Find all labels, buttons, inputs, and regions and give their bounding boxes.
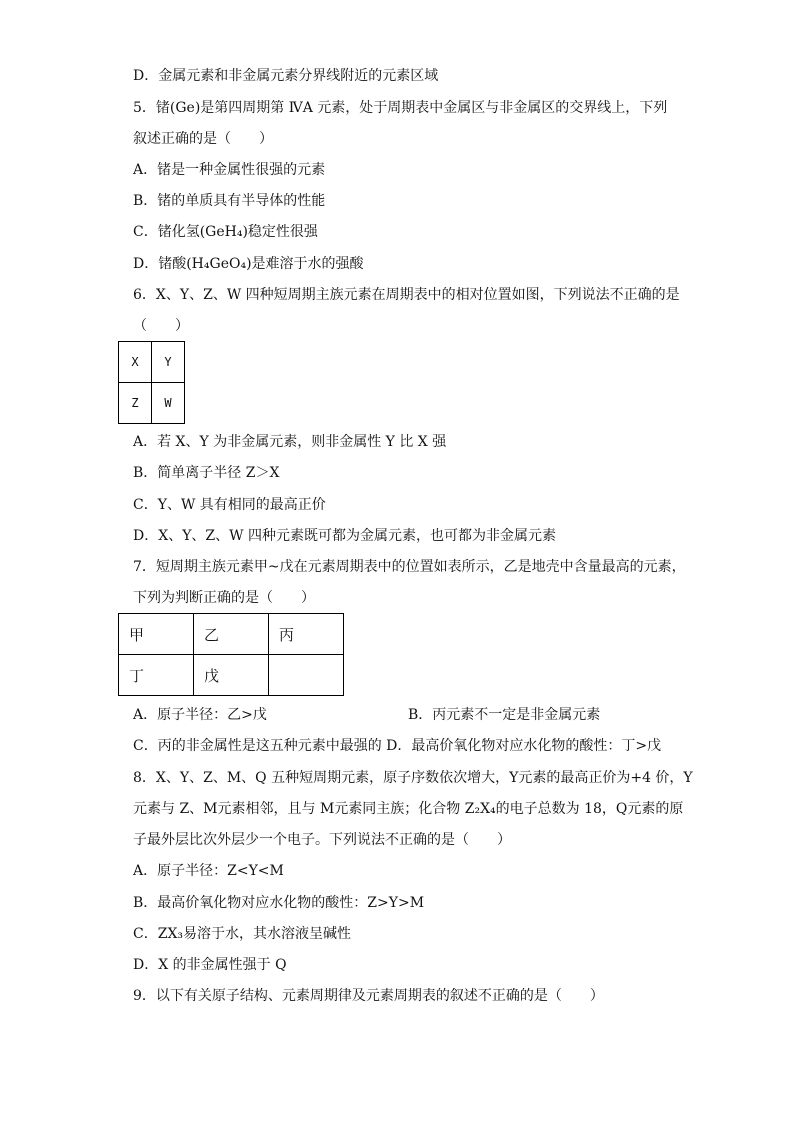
question-7-stem-cont: 下列为判断正确的是（ ）: [133, 590, 315, 606]
q7-cell: 丙: [269, 614, 344, 655]
q6-cell: X: [119, 342, 152, 383]
q5-option-a: A．锗是一种金属性很强的元素: [133, 162, 326, 178]
q6-option-a: A．若 X、Y 为非金属元素，则非金属性 Y 比 X 强: [133, 434, 447, 450]
q7-cell: 乙: [194, 614, 269, 655]
q7-option-b: B．丙元素不一定是非金属元素: [408, 707, 601, 723]
q5-option-b: B．锗的单质具有半导体的性能: [133, 193, 326, 209]
option-5-prev-d: D．金属元素和非金属元素分界线附近的元素区域: [133, 68, 439, 84]
question-5-stem-cont: 叙述正确的是（ ）: [133, 131, 273, 147]
question-6-stem-cont: （ ）: [133, 318, 189, 334]
question-8-stem-cont: 元素与 Z、M元素相邻，且与 M元素同主族；化合物 Z₂X₄的电子总数为 18，Q元素的原: [133, 801, 684, 817]
q8-option-a: A．原子半径：Z<Y<M: [133, 863, 284, 879]
question-7-stem: 7．短周期主族元素甲~戊在元素周期表中的位置如表所示，乙是地壳中含量最高的元素，: [133, 559, 686, 575]
q7-cell: 甲: [119, 614, 194, 655]
q7-option-c-d: C．丙的非金属性是这五种元素中最强的 D．最高价氧化物对应水化物的酸性：丁>戊: [133, 738, 662, 754]
question-6-stem: 6．X、Y、Z、W 四种短周期主族元素在周期表中的相对位置如图，下列说法不正确的是: [133, 287, 680, 303]
q6-option-c: C．Y、W 具有相同的最高正价: [133, 497, 326, 513]
q6-option-d: D．X、Y、Z、W 四种元素既可都为金属元素，也可都为非金属元素: [133, 528, 556, 544]
q7-option-a: A．原子半径：乙>戊: [133, 707, 267, 723]
q8-option-b: B．最高价氧化物对应水化物的酸性：Z>Y>M: [133, 895, 425, 911]
q7-cell: [269, 655, 344, 696]
q8-option-c: C．ZX₃易溶于水，其水溶液呈碱性: [133, 926, 352, 942]
q7-cell: 戊: [194, 655, 269, 696]
question-8-stem: 8．X、Y、Z、M、Q 五种短周期元素，原子序数依次增大，Y元素的最高正价为+4 价，Y: [133, 770, 693, 786]
q5-option-d: D．锗酸(H₄GeO₄)是难溶于水的强酸: [133, 256, 364, 272]
question-8-stem-cont2: 子最外层比次外层少一个电子。下列说法不正确的是（ ）: [133, 832, 511, 848]
q5-option-c: C．锗化氢(GeH₄)稳定性很强: [133, 224, 318, 240]
q6-periodic-table: [118, 341, 185, 424]
q7-periodic-table: [118, 613, 344, 696]
question-5-stem: 5．锗(Ge)是第四周期第 ⅣA 元素，处于周期表中金属区与非金属区的交界线上，下列: [133, 100, 668, 116]
q8-option-d: D．X 的非金属性强于 Q: [133, 957, 287, 973]
question-9-stem: 9．以下有关原子结构、元素周期律及元素周期表的叙述不正确的是（ ）: [133, 988, 604, 1004]
q6-option-b: B．简单离子半径 Z＞X: [133, 465, 280, 481]
q7-cell: 丁: [119, 655, 194, 696]
q6-cell: Z: [119, 383, 152, 424]
q6-cell: Y: [152, 342, 185, 383]
q6-cell: W: [152, 383, 185, 424]
